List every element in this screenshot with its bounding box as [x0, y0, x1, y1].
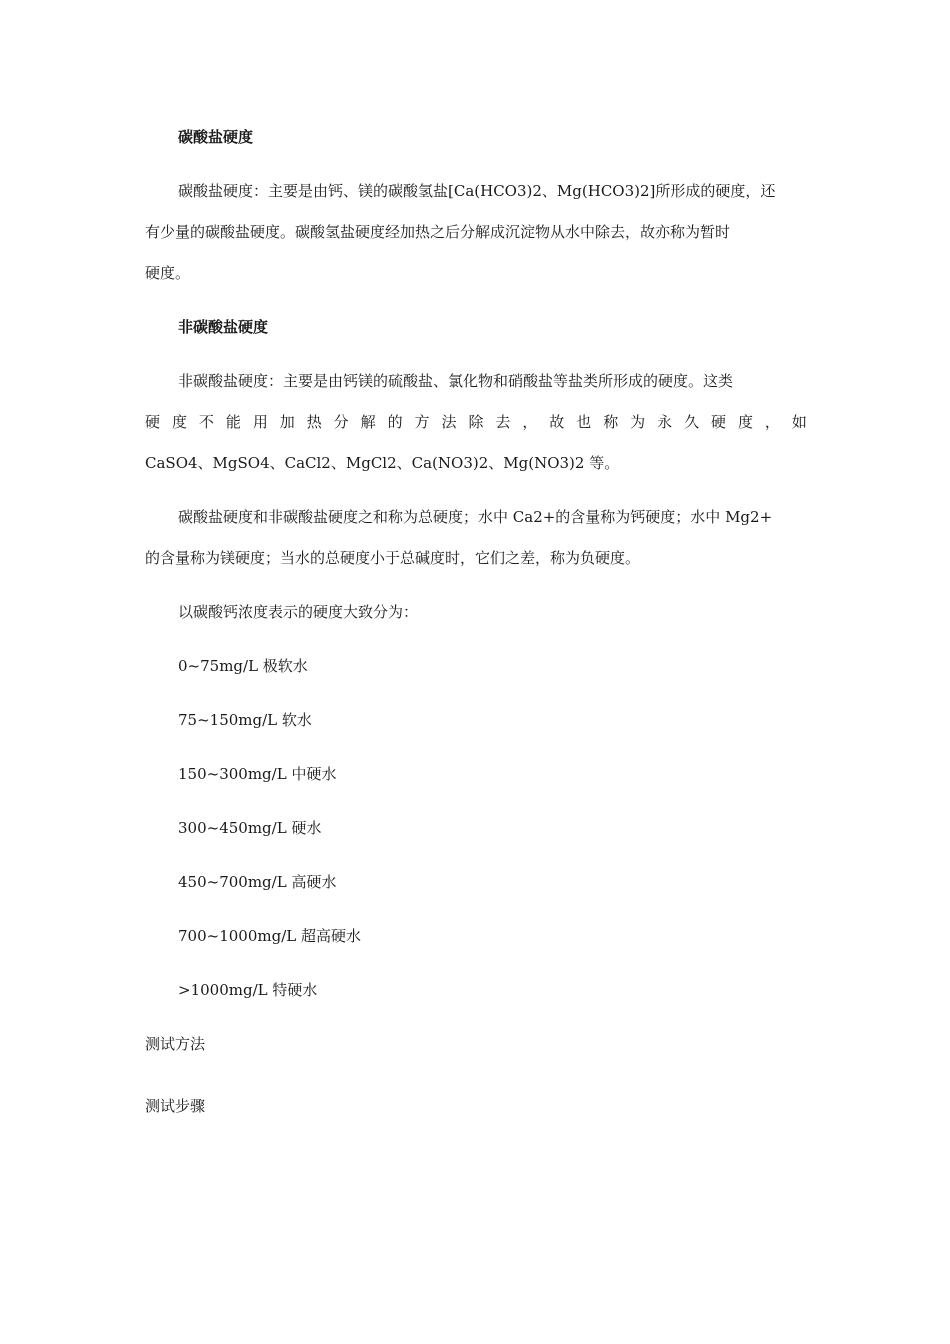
- paragraph-total-hardness-line1: 碳酸盐硬度和非碳酸盐硬度之和称为总硬度；水中 Ca2+的含量称为钙硬度；水中 Mg2+: [178, 508, 773, 526]
- spread-char: 去: [495, 413, 511, 431]
- spread-char: 久: [684, 413, 700, 431]
- heading-noncarbonate-hardness: 非碳酸盐硬度: [178, 318, 269, 336]
- heading-carbonate-hardness: 碳酸盐硬度: [178, 128, 254, 146]
- classification-item: 700~1000mg/L 超高硬水: [178, 927, 361, 945]
- classification-item: 75~150mg/L 软水: [178, 711, 312, 729]
- paragraph-noncarbonate-line1: 非碳酸盐硬度：主要是由钙镁的硫酸盐、氯化物和硝酸盐等盐类所形成的硬度。这类: [178, 372, 734, 390]
- spread-char: 度: [171, 413, 187, 431]
- paragraph-noncarbonate-line2: [145, 412, 807, 432]
- heading-test-method: 测试方法: [145, 1035, 206, 1053]
- spread-char: 的: [387, 413, 403, 431]
- spread-char: 加: [279, 413, 295, 431]
- spread-char: 用: [252, 413, 268, 431]
- spread-char: 解: [360, 413, 376, 431]
- classification-item: 0~75mg/L 极软水: [178, 657, 308, 675]
- spread-char: 法: [441, 413, 457, 431]
- classification-item: 150~300mg/L 中硬水: [178, 765, 337, 783]
- paragraph-noncarbonate-line3: CaSO4、MgSO4、CaCl2、MgCl2、Ca(NO3)2、Mg(NO3)2 等。: [145, 454, 620, 472]
- spread-char: 度: [737, 413, 753, 431]
- spread-char: 称: [603, 413, 619, 431]
- spread-char: 也: [576, 413, 592, 431]
- classification-item: >1000mg/L 特硬水: [178, 981, 318, 999]
- spread-char: ，: [764, 413, 780, 431]
- spread-char: 分: [333, 413, 349, 431]
- spread-char: 热: [306, 413, 322, 431]
- spread-char: 为: [630, 413, 646, 431]
- heading-test-steps: 测试步骤: [145, 1097, 206, 1115]
- classification-intro: 以碳酸钙浓度表示的硬度大致分为：: [178, 603, 419, 621]
- paragraph-total-hardness-line2: 的含量称为镁硬度；当水的总硬度小于总碱度时，它们之差，称为负硬度。: [145, 549, 641, 567]
- paragraph-carbonate-line2: 有少量的碳酸盐硬度。碳酸氢盐硬度经加热之后分解成沉淀物从水中除去，故亦称为暂时: [145, 223, 731, 241]
- spread-char: 方: [414, 413, 430, 431]
- classification-item: 450~700mg/L 高硬水: [178, 873, 337, 891]
- classification-item: 300~450mg/L 硬水: [178, 819, 322, 837]
- spread-char: 故: [549, 413, 565, 431]
- spread-char: 硬: [711, 413, 727, 431]
- spread-char: ，: [522, 413, 538, 431]
- spread-char: 不: [198, 413, 214, 431]
- spread-char: 硬: [145, 413, 161, 431]
- spread-char: 永: [657, 413, 673, 431]
- paragraph-carbonate-line3: 硬度。: [145, 264, 191, 282]
- paragraph-carbonate-line1: 碳酸盐硬度：主要是由钙、镁的碳酸氢盐[Ca(HCO3)2、Mg(HCO3)2]所形成的硬度，还: [178, 182, 776, 200]
- spread-char: 如: [791, 413, 807, 431]
- spread-char: 除: [468, 413, 484, 431]
- spread-char: 能: [225, 413, 241, 431]
